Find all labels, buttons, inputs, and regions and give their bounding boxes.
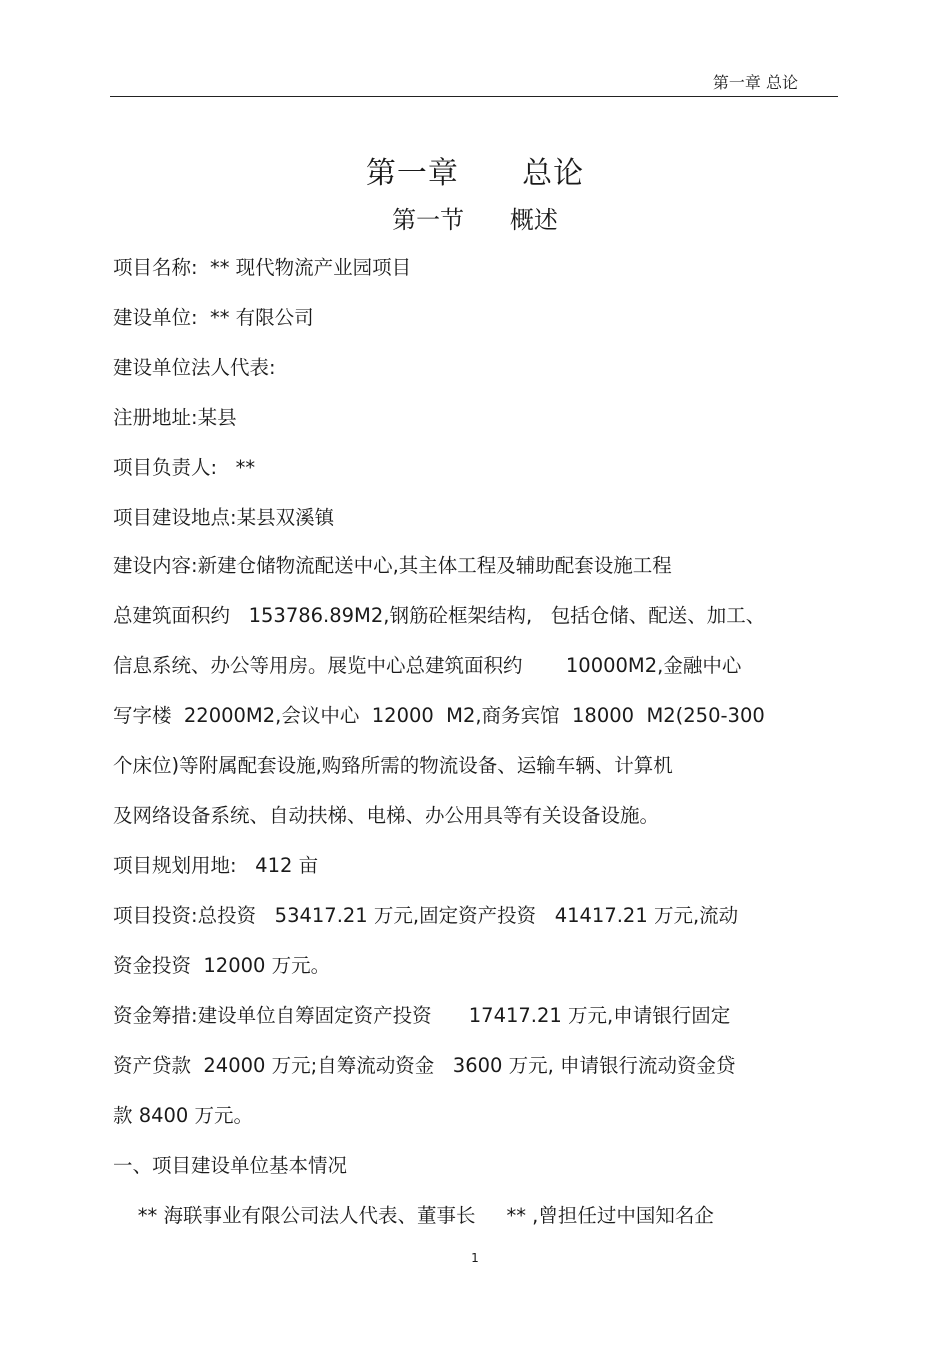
body-line: 个床位)等附属配套设施,购臵所需的物流设备、运输车辆、计算机 [113, 754, 673, 777]
chapter-title: 第一章 总论 [365, 156, 585, 191]
funding-line-end: 款 8400 万元。 [113, 1104, 254, 1127]
project-name-line: 项目名称: ** 现代物流产业园项目 [113, 256, 412, 279]
header-rule [110, 96, 838, 97]
legal-rep-line: 建设单位法人代表: [113, 356, 276, 379]
land-use-line: 项目规划用地: 412 亩 [113, 854, 319, 877]
subsection-heading: 一、项目建设单位基本情况 [113, 1154, 348, 1177]
construction-unit-line: 建设单位: ** 有限公司 [113, 306, 314, 329]
project-location-line: 项目建设地点:某县双溪镇 [113, 506, 335, 529]
construction-content-line: 建设内容:新建仓储物流配送中心,其主体工程及辅助配套设施工程 [113, 554, 672, 577]
body-line: 总建筑面积约 153786.89M2,钢筋砼框架结构, 包括仓储、配送、加工、 [113, 604, 766, 627]
registered-address-line: 注册地址:某县 [113, 406, 237, 429]
funding-line: 资金筹措:建设单位自筹固定资产投资 17417.21 万元,申请银行固定 [113, 1004, 731, 1027]
body-line: 信息系统、办公等用房。展览中心总建筑面积约 10000M2,金融中心 [113, 654, 742, 677]
project-leader-line: 项目负责人: ** [113, 456, 256, 479]
page-number: 1 [471, 1251, 479, 1265]
body-line: 写字楼 22000M2,会议中心 12000 M2,商务宾馆 18000 M2(250-300 [113, 704, 765, 727]
body-line: ** 海联事业有限公司法人代表、董事长 ** ,曾担任过中国知名企 [113, 1204, 714, 1227]
body-line: 及网络设备系统、自动扶梯、电梯、办公用具等有关设备设施。 [113, 804, 660, 827]
section-title: 第一节 概述 [392, 206, 558, 234]
investment-line: 项目投资:总投资 53417.21 万元,固定资产投资 41417.21 万元,流动 [113, 904, 739, 927]
running-header: 第一章 总论 [712, 73, 798, 92]
funding-line-cont: 资产贷款 24000 万元;自筹流动资金 3600 万元, 申请银行流动资金贷 [113, 1054, 736, 1077]
investment-line-cont: 资金投资 12000 万元。 [113, 954, 331, 977]
